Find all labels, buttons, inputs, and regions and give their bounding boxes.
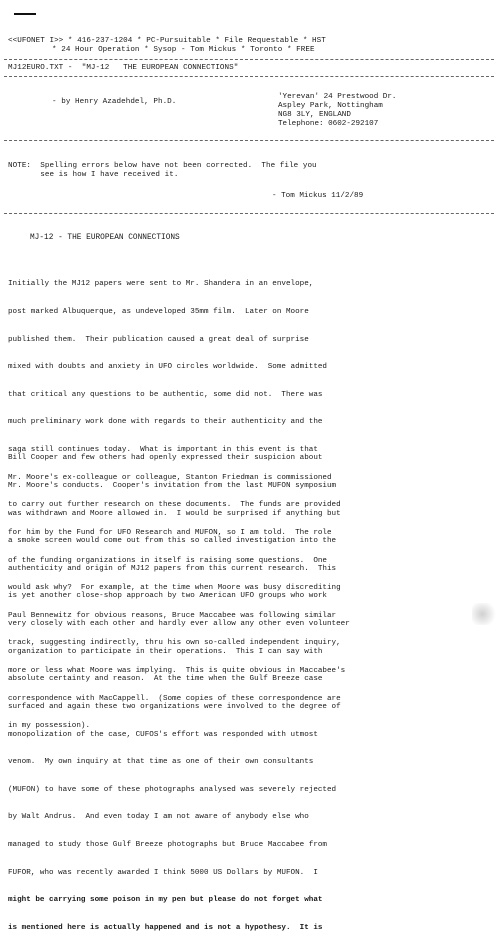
para2-line: might be carrying some poison in my pen but please do not forget what [8, 896, 323, 905]
separator-2 [4, 76, 494, 77]
para1-line: mixed with doubts and anxiety in UFO circles worldwide. Some admitted [8, 363, 327, 372]
address-line-1: 'Yerevan' 24 Prestwood Dr. [278, 93, 397, 101]
address-line-4: Telephone: 0602-292107 [278, 120, 379, 128]
separator-1 [4, 59, 494, 60]
para2-line: was withdrawn and Moore allowed in. I would be surprised if anything but [8, 509, 341, 518]
para2-line: is mentioned here is actually happened and is not a hypothesy. It is [8, 923, 323, 932]
para1-line: correspondence with MacCappell. (Some copies of these correspondence are [8, 694, 341, 703]
para2-line: (MUFON) to have some of these photographs analysed was severely rejected [8, 785, 337, 794]
para2-line: venom. My own inquiry at that time as one of their own consultants [8, 758, 314, 767]
para1-line: more or less what Moore was implying. This is quite obvious in Maccabee's [8, 666, 346, 675]
note-line-1: NOTE: Spelling errors below have not been corrected. The file you [8, 162, 317, 170]
para1-line: post marked Albuquerque, as undeveloped 35mm film. Later on Moore [8, 308, 309, 317]
para2-line: managed to study those Gulf Breeze photographs but Bruce Maccabee from [8, 840, 327, 849]
para1-line: saga still continues today. What is important in this event is that [8, 446, 318, 455]
para1-line: Initially the MJ12 papers were sent to Mr. Shandera in an envelope, [8, 280, 314, 289]
para1-line: Mr. Moore's ex-colleague or colleague, Stanton Friedman is commissioned [8, 473, 332, 482]
top-left-mark [14, 13, 36, 15]
para1-line: Paul Bennewitz for obvious reasons, Bruce Maccabee was following similar [8, 611, 337, 620]
note-line-2: see is how I have received it. [8, 171, 179, 179]
para2-line: surfaced and again these two organizations were involved to the degree of [8, 702, 341, 711]
address-line-3: NG8 3LY, ENGLAND [278, 111, 351, 119]
author-byline: - by Henry Azadehdel, Ph.D. [52, 98, 177, 106]
para1-line: in my possession). [8, 722, 91, 731]
para2-line: absolute certainty and reason. At the time when the Gulf Breeze case [8, 675, 323, 684]
para2-line: Bill Cooper and few others had openly expressed their suspicion about [8, 454, 323, 463]
para1-line: track, suggesting indirectly, thru his own so-called independent inquiry, [8, 639, 341, 648]
para1-line: to carry out further research on these documents. The funds are provided [8, 501, 341, 510]
article-title: MJ-12 - THE EUROPEAN CONNECTIONS [30, 234, 180, 242]
ink-smudge [472, 603, 498, 625]
para2-line: FUFOR, who was recently awarded I think 5000 US Dollars by MUFON. I [8, 868, 318, 877]
separator-3 [4, 140, 494, 141]
para1-line: would ask why? For example, at the time when Moore was busy discrediting [8, 584, 341, 593]
address-line-2: Aspley Park, Nottingham [278, 102, 383, 110]
para2-line: Mr. Moore's conducts. Cooper's invitation from the last MUFON symposium [8, 482, 337, 491]
para2-line: authenticity and origin of MJ12 papers from this current research. This [8, 564, 337, 573]
para2-line: monopolization of the case, CUFOS's effort was responded with utmost [8, 730, 318, 739]
separator-4 [4, 213, 494, 214]
para2-line: a smoke screen would come out from this so called investigation into the [8, 537, 337, 546]
header-line-2: * 24 Hour Operation * Sysop - Tom Mickus * Toronto * FREE [52, 46, 315, 54]
header-line-1: <<UFONET I>> * 416-237-1204 * PC-Pursuitable * File Requestable * HST [8, 37, 326, 45]
paragraph-2 [8, 436, 494, 951]
para1-line: for him by the Fund for UFO Research and MUFON, so I am told. The role [8, 528, 332, 537]
para1-line: much preliminary work done with regards to their authenticity and the [8, 418, 323, 427]
file-name-line: MJ12EURO.TXT - "MJ-12 THE EUROPEAN CONNECTIONS" [8, 64, 239, 72]
para1-line: that critical any questions to be authentic, some did not. There was [8, 390, 323, 399]
para2-line: organization to participate in their operations. This I can say with [8, 647, 323, 656]
para2-line: by Walt Andrus. And even today I am not aware of anybody else who [8, 813, 309, 822]
para2-line: is yet another close-shop approach by two American UFO groups who work [8, 592, 327, 601]
para2-line: very closely with each other and hardly ever allow any other even volunteer [8, 620, 350, 629]
note-signature: - Tom Mickus 11/2/89 [272, 192, 364, 200]
para1-line: published them. Their publication caused a great deal of surprise [8, 335, 309, 344]
para1-line: of the funding organizations in itself is raising some questions. One [8, 556, 327, 565]
